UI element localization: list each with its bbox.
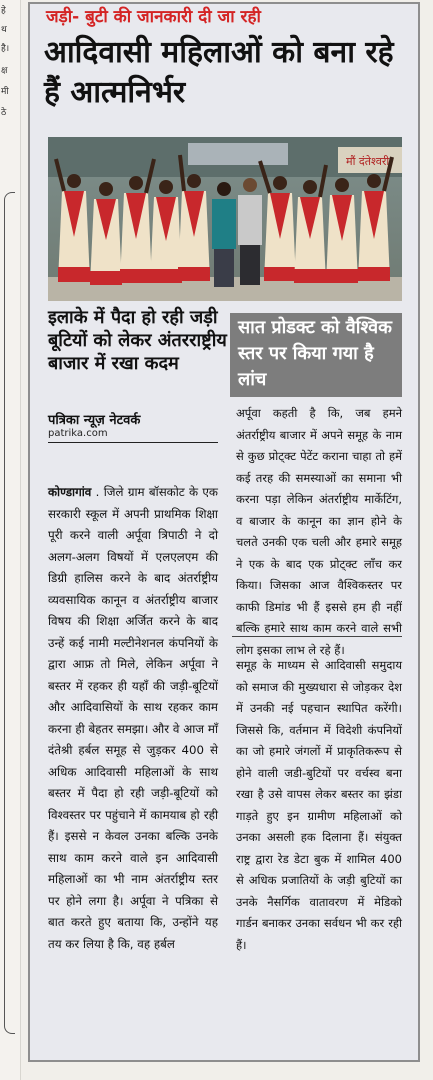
column-bracket: [4, 192, 15, 1034]
highlight-box: सात प्रोडक्ट को वैश्विक स्तर पर किया गया है लांच: [230, 313, 402, 397]
fragment-text: थ: [1, 25, 7, 35]
right-column-text-bottom: समूह के माध्यम से आदिवासी समुदाय को समाज की मुख्यधारा से जोड़कर देश में उनकी नई पहचान स्थापित करेंगी। जिससे कि, वर्तमान में विदेशी कंपनियों का जो हमारे जंगलों में प्राकृतिकरूप से होने वाली जडी-बुटियों पर वर्चस्व बना रखा है उसे वापस लेकर बस्तर का झंडा गाड़ते हुए इन ग्रामीण महिलाओं को उनका असली हक दिलाना हैं। संयुक्त राष्ट्र द्वारा रेड डेटा बुक में शामिल 400 से अधिक प्रजातियों के जड़ी बुटियों का उनके नैसर्गिक वातावरण में मेडिको गार्डन बनाकर उनका सर्वधन भी कर रही हैं।: [236, 658, 402, 952]
byline: पत्रिका न्यूज़ नेटवर्क: [48, 413, 141, 428]
kicker: जड़ी- बुटी की जानकारी दी जा रही: [46, 7, 261, 27]
headline: आदिवासी महिलाओं को बना रहे हैं आत्मनिर्भर: [44, 35, 394, 110]
site-name: patrika.com: [48, 428, 108, 439]
group-photo: [48, 137, 402, 301]
right-column-text-top: अर्पूवा कहती है कि, जब हमने अंतर्राष्ट्रीय बाजार में अपने समूह के नाम से कुछ प्रोट्क्ट पेटेंट कराना चाहा तो हमें कई तरह की समस्याओं का समाना भी करना पड़ा लेकिन अंतर्राष्ट्रीय मार्केटिंग, व बाजार के कानून का ज्ञान होने के चलते उनकी एक चली और हमारे समूह ने एक के बाद एक प्रोट्क्ट लॉंच कर किया। जिसका आज वैश्विकस्तर पर काफी डिमांड भी हैं इससे हम ही नहीं बल्कि हमारे साथ काम करने वाले सभी लोग इसका लाभ ले रहे हैं।: [236, 406, 402, 657]
byline-rule: [48, 442, 218, 443]
left-column-text: [48, 482, 218, 955]
adjacent-article-strip: [0, 0, 21, 1080]
fragment-text: ठे: [1, 108, 7, 118]
subheadline: इलाके में पैदा हो रही जड़ी बूटियों को लेकर अंतरराष्ट्रीय बाजार में रखा कदम: [48, 307, 227, 374]
column-separator: [232, 636, 402, 637]
left-column-body: . जिले ग्राम बॉसकोट के एक सरकारी स्कूल में अपनी प्राथमिक शिक्षा पूरी करने वाली अर्पूवा त्रिपाठी ने दो अलग-अलग विषयों में एलएलएम की डिग्री हालिस करने के बाद अंतर्राष्ट्रीय व्यवसायिक कानून व अंतर्राष्ट्रीय बाजार विषय की शिक्षा अर्जित करने के बाद उन्हें कई नामी मल्टीनेशनल कंपनियों के द्वारा आफ्र तो मिले, लेकिन अर्पूवा ने बस्तर में रहकर ही यहाँ की जड़ी-बूटियों और आदिवासियों के साथ रहकर काम करना ही बेहतर समझा। और वे आज माँ दंतेश्री हर्बल समूह से जुड़कर 400 से अधिक आदिवासी महिलाओं के साथ बस्तर में पैदा हो रही जड़ी-बूटियों को विश्वस्तर पर पहुंचाने में कामयाब हो रही हैं। इससे न केवल उनका बल्कि उनके साथ काम करने वाले इन आदिवासी महिलाओं का भी नाम अंतर्राष्ट्रीय स्तर पर होने लगा है। अर्पूवा ने पत्रिका से बात करते हुए बताया कि, उन्होंने यह तय कर लिया है कि, वह हर्बल: [48, 485, 218, 951]
banner-text: मौं दंतेश्वरी: [346, 155, 390, 168]
fragment-text: क्ष: [1, 66, 8, 76]
dateline: कोण्डागांव: [48, 485, 92, 499]
fragment-text: है।: [1, 44, 10, 54]
fragment-text: मी: [1, 87, 9, 97]
fragment-text: हे: [1, 6, 6, 16]
